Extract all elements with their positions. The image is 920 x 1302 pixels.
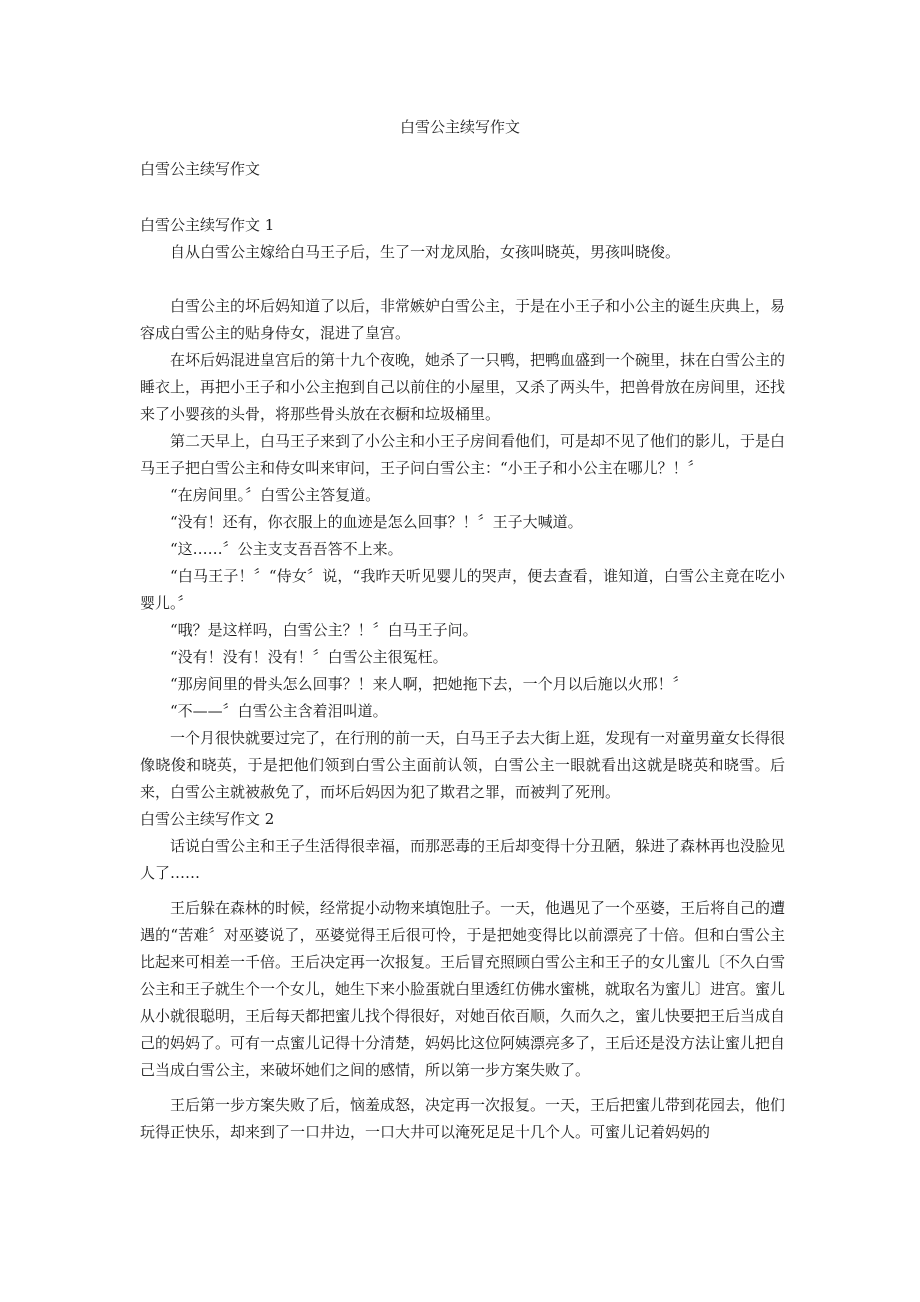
paragraph: 自从白雪公主嫁给白马王子后，生了一对龙凤胎，女孩叫晓英，男孩叫晓俊。	[170, 243, 681, 261]
paragraph: 王后躲在森林的时候，经常捉小动物来填饱肚子。一天，他遇见了一个巫婆，王后将自己的遭遇的“苦难〞对巫婆说了，巫婆觉得王后很可怜，于是把她变得比以前漂亮了十倍。但和白雪公主比起来可相差一千倍。王后决定再一次报复。王后冒充照顾白雪公主和王子的女儿蜜儿〔不久白雪公主和王子就生个一个女儿，她生下来小脸蛋就白里透红仿佛水蜜桃，就取名为蜜儿〕进宫。蜜儿从小就很聪明，王后每天都把蜜儿找个得很好，对她百依百顺，久而久之，蜜儿快要把王后当成自己的妈妈了。可有一点蜜儿记得十分清楚，妈妈比这位阿姨漂亮多了，王后还是没方法让蜜儿把自己当成白雪公主，来破坏她们之间的感情，所以第一步方案失败了。	[140, 899, 786, 1079]
document-title: 白雪公主续写作文	[399, 118, 520, 136]
dialogue-line: “哦？是这样吗，白雪公主？！〞白马王子问。	[170, 621, 478, 639]
dialogue-line: “这……〞公主支支吾吾答不上来。	[170, 540, 403, 558]
paragraph: 话说白雪公主和王子生活得很幸福，而那恶毒的王后却变得十分丑陋，躲进了森林再也没脸见人了……	[140, 837, 786, 882]
paragraph: 白雪公主的坏后妈知道了以后，非常嫉妒白雪公主，于是在小王子和小公主的诞生庆典上，易容成白雪公主的贴身侍女，混进了皇宫。	[140, 297, 786, 342]
dialogue-line: “在房间里。〞白雪公主答复道。	[170, 486, 381, 504]
paragraph: 王后第一步方案失败了后，恼羞成怒，决定再一次报复。一天，王后把蜜儿带到花园去，他们玩得正快乐，却来到了一口井边，一口大井可以淹死足足十几个人。可蜜儿记着妈妈的	[140, 1096, 786, 1141]
dialogue-line: “没有！还有，你衣服上的血迹是怎么回事？！〞王子大喊道。	[170, 513, 583, 531]
paragraph: 在坏后妈混进皇宫后的第十九个夜晚，她杀了一只鸭，把鸭血盛到一个碗里，抹在白雪公主的睡衣上，再把小王子和小公主抱到自己以前住的小屋里，又杀了两头牛，把兽骨放在房间里，还找来了小婴孩的头骨，将那些骨头放在衣橱和垃圾桶里。	[140, 351, 786, 423]
paragraph: 一个月很快就要过完了，在行刑的前一天，白马王子去大街上逛，发现有一对童男童女长得很像晓俊和晓英，于是把他们领到白雪公主面前认领，白雪公主一眼就看出这就是晓英和晓雪。后来，白雪公主就被赦免了，而坏后妈因为犯了欺君之罪，而被判了死刑。	[140, 729, 786, 801]
section-heading-1: 白雪公主续写作文 1	[140, 216, 275, 234]
dialogue-line: “白马王子！〞“侍女〞说，“我昨天听见婴儿的哭声，便去查看，谁知道，白雪公主竟在吃小婴儿。〞	[140, 567, 785, 612]
dialogue-line: “不——〞白雪公主含着泪叫道。	[170, 702, 388, 720]
paragraph: 第二天早上，白马王子来到了小公主和小王子房间看他们，可是却不见了他们的影儿，于是白马王子把白雪公主和侍女叫来审问，王子问白雪公主：“小王子和小公主在哪儿？！〞	[140, 432, 786, 477]
dialogue-line: “那房间里的骨头怎么回事？！来人啊，把她拖下去，一个月以后施以火邢！〞	[170, 675, 688, 693]
section-heading-2: 白雪公主续写作文 2	[140, 810, 275, 828]
dialogue-line: “没有！没有！没有！〞白雪公主很冤枉。	[170, 648, 448, 666]
document-subtitle: 白雪公主续写作文	[140, 160, 261, 178]
document-body	[140, 212, 785, 1146]
